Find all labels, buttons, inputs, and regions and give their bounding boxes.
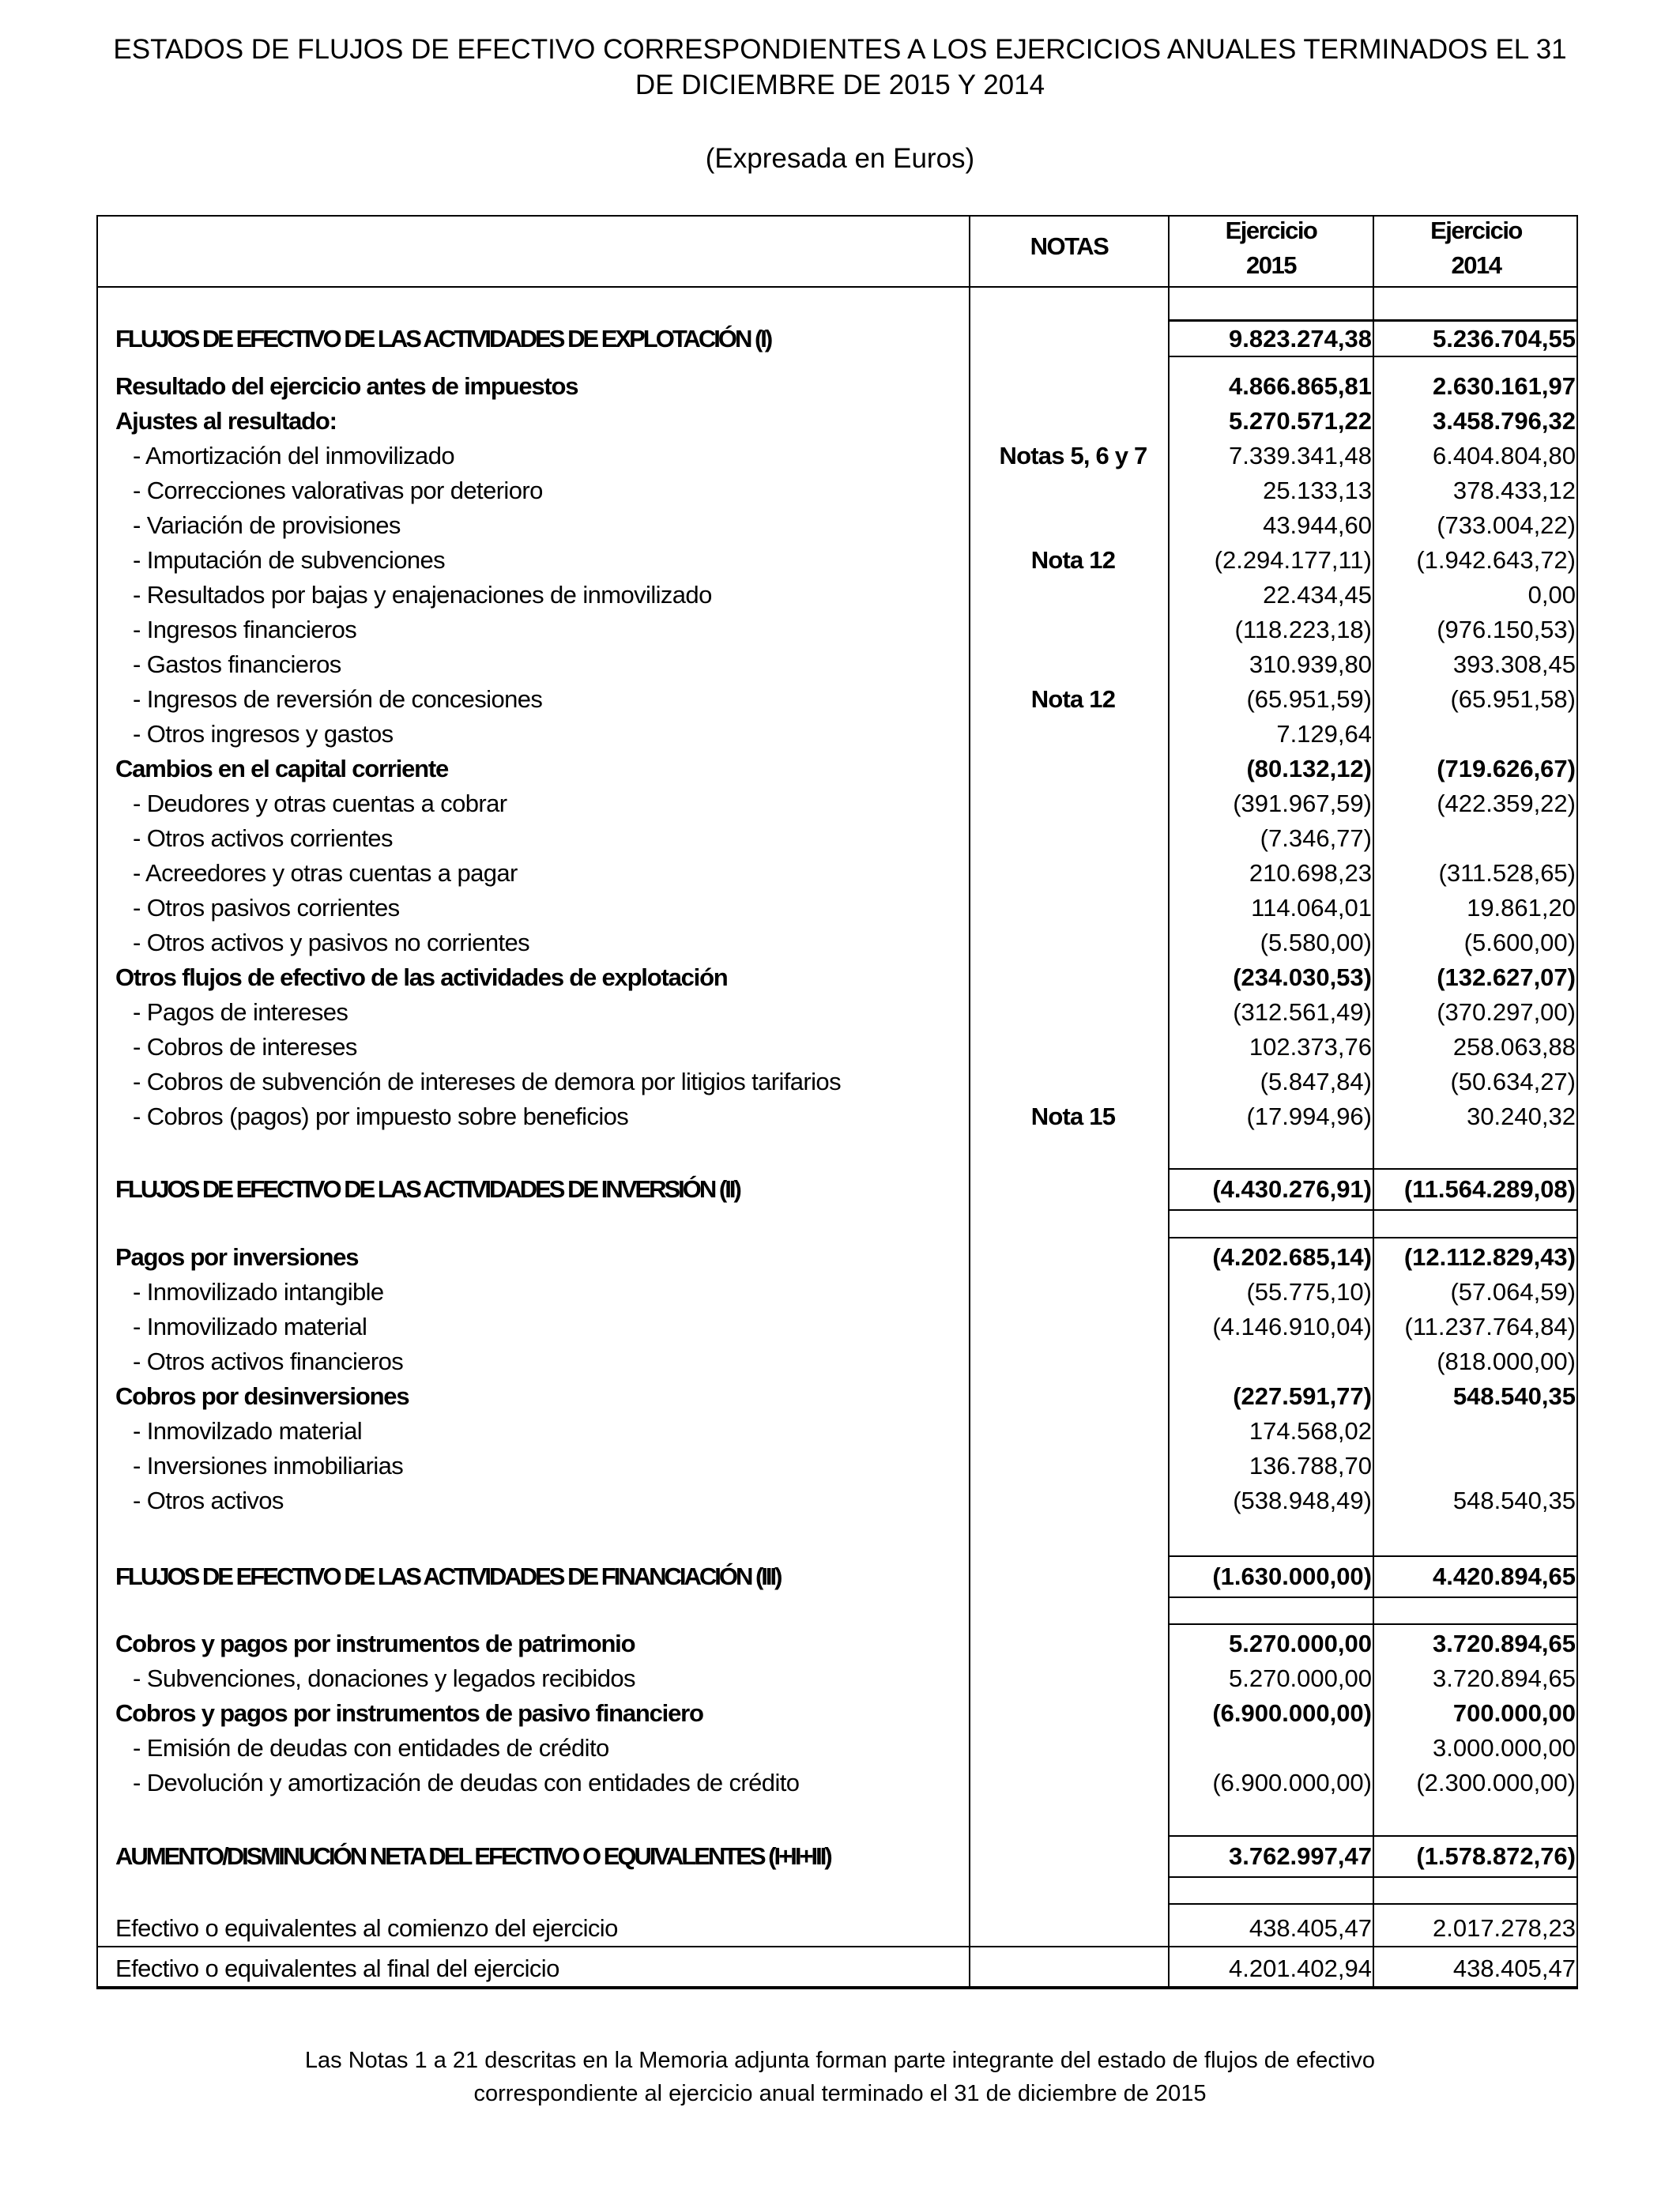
row-value-2015: (65.951,59) bbox=[1246, 685, 1372, 713]
row-label: - Otros pasivos corrientes bbox=[133, 894, 400, 922]
row-label: - Devolución y amortización de deudas con entidades de crédito bbox=[133, 1769, 800, 1796]
row-value-2014: 30.240,32 bbox=[1467, 1103, 1576, 1130]
row-label: Cobros por desinversiones bbox=[115, 1382, 409, 1410]
table-row bbox=[0, 752, 1680, 786]
row-label: - Otros activos financieros bbox=[133, 1348, 404, 1375]
row-label: - Emisión de deudas con entidades de crédito bbox=[133, 1734, 609, 1762]
row-note: Nota 12 bbox=[1030, 546, 1116, 574]
row-label: FLUJOS DE EFECTIVO DE LAS ACTIVIDADES DE FINANCIACIÓN (III) bbox=[115, 1563, 781, 1590]
row-label: - Otros activos bbox=[133, 1487, 284, 1514]
row-label: - Cobros (pagos) por impuesto sobre beneficios bbox=[133, 1103, 629, 1130]
row-value-2014: 548.540,35 bbox=[1452, 1487, 1576, 1514]
row-value-2015: 3.762.997,47 bbox=[1228, 1842, 1372, 1870]
row-label: - Subvenciones, donaciones y legados recibidos bbox=[133, 1664, 635, 1692]
row-value-2014: 0,00 bbox=[1527, 581, 1576, 609]
row-label: - Cobros de intereses bbox=[133, 1033, 357, 1061]
row-value-2015: (2.294.177,11) bbox=[1214, 546, 1372, 574]
table-row bbox=[0, 682, 1680, 717]
row-label: Resultado del ejercicio antes de impuestos bbox=[115, 372, 578, 400]
row-value-2014: (5.600,00) bbox=[1463, 929, 1576, 956]
row-value-2015: 7.129,64 bbox=[1276, 720, 1372, 748]
table-row bbox=[0, 995, 1680, 1030]
table-row bbox=[0, 1766, 1680, 1800]
footnote-line-1: Las Notas 1 a 21 descritas en la Memoria adjunta forman parte integrante del estado de flujos de efectivo bbox=[304, 2048, 1376, 2073]
row-value-2015: (7.346,77) bbox=[1260, 824, 1372, 852]
row-label: - Inmovilzado material bbox=[133, 1417, 363, 1445]
row-value-2014: (422.359,22) bbox=[1437, 790, 1576, 817]
row-value-2014: (1.578.872,76) bbox=[1416, 1842, 1576, 1870]
row-value-2015: 136.788,70 bbox=[1249, 1452, 1372, 1480]
row-label: Cobros y pagos por instrumentos de patrimonio bbox=[115, 1630, 635, 1657]
row-value-2015: (391.967,59) bbox=[1233, 790, 1372, 817]
row-label: FLUJOS DE EFECTIVO DE LAS ACTIVIDADES DE INVERSIÓN (II) bbox=[115, 1175, 740, 1203]
row-value-2015: (4.430.276,91) bbox=[1212, 1175, 1372, 1203]
row-value-2014: 3.000.000,00 bbox=[1432, 1734, 1576, 1762]
row-value-2014: 378.433,12 bbox=[1452, 477, 1576, 504]
row-value-2015: (17.994,96) bbox=[1246, 1103, 1372, 1130]
row-label: - Correcciones valorativas por deterioro bbox=[133, 477, 543, 504]
row-value-2015: (5.847,84) bbox=[1260, 1068, 1372, 1095]
header-2014-line-2: 2014 bbox=[1451, 251, 1501, 279]
row-label: - Ingresos financieros bbox=[133, 616, 357, 643]
row-value-2014: 2.017.278,23 bbox=[1432, 1914, 1576, 1942]
row-label: - Inmovilizado intangible bbox=[133, 1278, 384, 1306]
row-value-2014: 548.540,35 bbox=[1452, 1382, 1576, 1410]
row-value-2015: 22.434,45 bbox=[1263, 581, 1372, 609]
row-label: - Deudores y otras cuentas a cobrar bbox=[133, 790, 507, 817]
header-2014-line-1: Ejercicio bbox=[1430, 217, 1522, 244]
row-label: Ajustes al resultado: bbox=[115, 407, 337, 435]
row-value-2015: 7.339.341,48 bbox=[1228, 442, 1372, 469]
row-value-2015: 310.939,80 bbox=[1249, 650, 1372, 678]
table-row bbox=[0, 1696, 1680, 1731]
row-value-2015: 43.944,60 bbox=[1263, 511, 1372, 539]
table-row bbox=[0, 404, 1680, 439]
footnote bbox=[0, 2044, 1680, 2110]
row-value-2015: (118.223,18) bbox=[1234, 616, 1372, 643]
row-label: - Otros activos corrientes bbox=[133, 824, 393, 852]
table-row bbox=[0, 369, 1680, 404]
table-row bbox=[0, 1379, 1680, 1414]
document-title-line-1: ESTADOS DE FLUJOS DE EFECTIVO CORRESPONDIENTES A LOS EJERCICIOS ANUALES TERMINADOS EL 31 bbox=[113, 34, 1567, 65]
row-label: - Pagos de intereses bbox=[133, 998, 348, 1026]
table-row bbox=[0, 1559, 1680, 1594]
row-value-2015: 5.270.000,00 bbox=[1228, 1664, 1372, 1692]
row-value-2014: (370.297,00) bbox=[1437, 998, 1576, 1026]
row-label: Cobros y pagos por instrumentos de pasivo financiero bbox=[115, 1699, 703, 1727]
row-label: Otros flujos de efectivo de las actividades de explotación bbox=[115, 963, 728, 991]
row-value-2014: 3.458.796,32 bbox=[1432, 407, 1576, 435]
table-row bbox=[0, 1839, 1680, 1874]
row-value-2015: (6.900.000,00) bbox=[1212, 1769, 1372, 1796]
row-value-2014: (1.942.643,72) bbox=[1416, 546, 1576, 574]
row-value-2014: (132.627,07) bbox=[1437, 963, 1576, 991]
row-value-2014: 19.861,20 bbox=[1467, 894, 1576, 922]
row-value-2015: 9.823.274,38 bbox=[1228, 325, 1372, 352]
table-row bbox=[0, 1414, 1680, 1449]
row-value-2015: (6.900.000,00) bbox=[1212, 1699, 1372, 1727]
row-value-2015: (80.132,12) bbox=[1246, 755, 1372, 782]
table-row bbox=[0, 508, 1680, 543]
table-row bbox=[0, 1449, 1680, 1483]
row-value-2014: 700.000,00 bbox=[1452, 1699, 1576, 1727]
table-row bbox=[0, 1951, 1680, 1986]
row-label: - Inversiones inmobiliarias bbox=[133, 1452, 404, 1480]
table-row bbox=[0, 1275, 1680, 1310]
line-after-aumento bbox=[1168, 1903, 1578, 1905]
row-value-2015: 25.133,13 bbox=[1263, 477, 1372, 504]
row-label: - Variación de provisiones bbox=[133, 511, 401, 539]
row-value-2015: (1.630.000,00) bbox=[1212, 1563, 1372, 1590]
row-label: Efectivo o equivalentes al final del ejercicio bbox=[115, 1955, 559, 1982]
row-value-2014: (57.064,59) bbox=[1450, 1278, 1576, 1306]
row-value-2014: (11.237.764,84) bbox=[1404, 1313, 1576, 1340]
row-value-2014: (12.112.829,43) bbox=[1403, 1243, 1576, 1271]
row-label: - Inmovilizado material bbox=[133, 1313, 367, 1340]
row-value-2014: 438.405,47 bbox=[1452, 1955, 1576, 1982]
row-label: Pagos por inversiones bbox=[115, 1243, 359, 1271]
row-value-2015: (234.030,53) bbox=[1233, 963, 1372, 991]
row-value-2015: 210.698,23 bbox=[1249, 859, 1372, 887]
table-row bbox=[0, 1911, 1680, 1946]
line-after-financiacion bbox=[1168, 1623, 1578, 1625]
row-value-2015: (55.775,10) bbox=[1246, 1278, 1372, 1306]
row-value-2014: (733.004,22) bbox=[1437, 511, 1576, 539]
line-after-inversion bbox=[1168, 1237, 1578, 1238]
table-row bbox=[0, 925, 1680, 960]
header-2015-line-1: Ejercicio bbox=[1225, 217, 1317, 244]
row-label: AUMENTO/DISMINUCIÓN NETA DEL EFECTIVO O EQUIVALENTES (I+II+III) bbox=[115, 1842, 831, 1870]
table-row bbox=[0, 786, 1680, 821]
row-label: - Imputación de subvenciones bbox=[133, 546, 446, 574]
row-label: - Acreedores y otras cuentas a pagar bbox=[133, 859, 518, 887]
row-label: - Otros activos y pasivos no corrientes bbox=[133, 929, 530, 956]
row-value-2014: (818.000,00) bbox=[1437, 1348, 1576, 1375]
table-row bbox=[0, 1240, 1680, 1275]
table-row bbox=[0, 1030, 1680, 1065]
row-value-2015: 114.064,01 bbox=[1251, 894, 1372, 922]
row-value-2015: (312.561,49) bbox=[1233, 998, 1372, 1026]
table-row bbox=[0, 1344, 1680, 1379]
table-row bbox=[0, 1483, 1680, 1518]
header-divider bbox=[96, 286, 1578, 288]
row-value-2015: 102.373,76 bbox=[1249, 1033, 1372, 1061]
row-value-2015: 174.568,02 bbox=[1249, 1417, 1372, 1445]
table-row bbox=[0, 1310, 1680, 1344]
row-value-2014: (311.528,65) bbox=[1438, 859, 1576, 887]
row-value-2014: (50.634,27) bbox=[1450, 1068, 1576, 1095]
row-label: Cambios en el capital corriente bbox=[115, 755, 449, 782]
document-title-line-2: DE DICIEMBRE DE 2015 Y 2014 bbox=[635, 70, 1045, 100]
table-row bbox=[0, 578, 1680, 613]
row-value-2014: (719.626,67) bbox=[1437, 755, 1576, 782]
header-notas: NOTAS bbox=[1030, 232, 1109, 260]
table-row bbox=[0, 1065, 1680, 1099]
row-value-2014: (11.564.289,08) bbox=[1403, 1175, 1576, 1203]
row-label: - Resultados por bajas y enajenaciones de inmovilizado bbox=[133, 581, 712, 609]
table-row bbox=[0, 1172, 1680, 1207]
row-label: - Cobros de subvención de intereses de demora por litigios tarifarios bbox=[133, 1068, 841, 1095]
table-row bbox=[0, 439, 1680, 473]
row-label: - Ingresos de reversión de concesiones bbox=[133, 685, 543, 713]
table-row bbox=[0, 322, 1680, 356]
row-value-2014: 3.720.894,65 bbox=[1432, 1664, 1576, 1692]
table-row bbox=[0, 473, 1680, 508]
row-value-2014: (65.951,58) bbox=[1450, 685, 1576, 713]
table-row bbox=[0, 543, 1680, 578]
row-label: Efectivo o equivalentes al comienzo del ejercicio bbox=[115, 1914, 618, 1942]
row-value-2014: (2.300.000,00) bbox=[1416, 1769, 1576, 1796]
footnote-line-2: correspondiente al ejercicio anual terminado el 31 de diciembre de 2015 bbox=[473, 2081, 1207, 2106]
table-row bbox=[0, 856, 1680, 891]
row-value-2014: 2.630.161,97 bbox=[1432, 372, 1576, 400]
table-row bbox=[0, 717, 1680, 752]
table-row bbox=[0, 1627, 1680, 1661]
table-row bbox=[0, 891, 1680, 925]
row-value-2015: (5.580,00) bbox=[1260, 929, 1372, 956]
table-row bbox=[0, 960, 1680, 995]
row-value-2015: 4.201.402,94 bbox=[1228, 1955, 1372, 1982]
table-row bbox=[0, 1731, 1680, 1766]
row-value-2014: 393.308,45 bbox=[1452, 650, 1576, 678]
currency-subtitle: (Expresada en Euros) bbox=[705, 143, 975, 174]
row-value-2014: 6.404.804,80 bbox=[1432, 442, 1576, 469]
header-2015-line-2: 2015 bbox=[1246, 251, 1296, 279]
row-value-2015: (538.948,49) bbox=[1233, 1487, 1372, 1514]
row-label: - Gastos financieros bbox=[133, 650, 341, 678]
row-value-2014: 258.063,88 bbox=[1452, 1033, 1576, 1061]
row-note: Nota 12 bbox=[1030, 685, 1116, 713]
line-final-rows bbox=[96, 1946, 1578, 1947]
row-value-2014: (976.150,53) bbox=[1437, 616, 1576, 643]
row-value-2014: 4.420.894,65 bbox=[1432, 1563, 1576, 1590]
table-row bbox=[0, 821, 1680, 856]
document-title bbox=[0, 32, 1680, 103]
row-value-2015: 4.866.865,81 bbox=[1228, 372, 1372, 400]
row-value-2015: (4.202.685,14) bbox=[1212, 1243, 1372, 1271]
row-label: - Amortización del inmovilizado bbox=[133, 442, 454, 469]
row-value-2015: 5.270.000,00 bbox=[1228, 1630, 1372, 1657]
row-value-2015: 5.270.571,22 bbox=[1228, 407, 1372, 435]
row-label: FLUJOS DE EFECTIVO DE LAS ACTIVIDADES DE EXPLOTACIÓN (I) bbox=[115, 325, 771, 352]
table-row bbox=[0, 647, 1680, 682]
table-row bbox=[0, 1661, 1680, 1696]
row-value-2015: (227.591,77) bbox=[1233, 1382, 1372, 1410]
row-label: - Otros ingresos y gastos bbox=[133, 720, 394, 748]
table-row bbox=[0, 613, 1680, 647]
row-value-2014: 5.236.704,55 bbox=[1432, 325, 1576, 352]
row-value-2014: 3.720.894,65 bbox=[1432, 1630, 1576, 1657]
row-value-2015: 438.405,47 bbox=[1249, 1914, 1372, 1942]
row-note: Nota 15 bbox=[1030, 1103, 1116, 1130]
table-row bbox=[0, 1099, 1680, 1134]
row-value-2015: (4.146.910,04) bbox=[1212, 1313, 1372, 1340]
row-note: Notas 5, 6 y 7 bbox=[999, 442, 1147, 469]
